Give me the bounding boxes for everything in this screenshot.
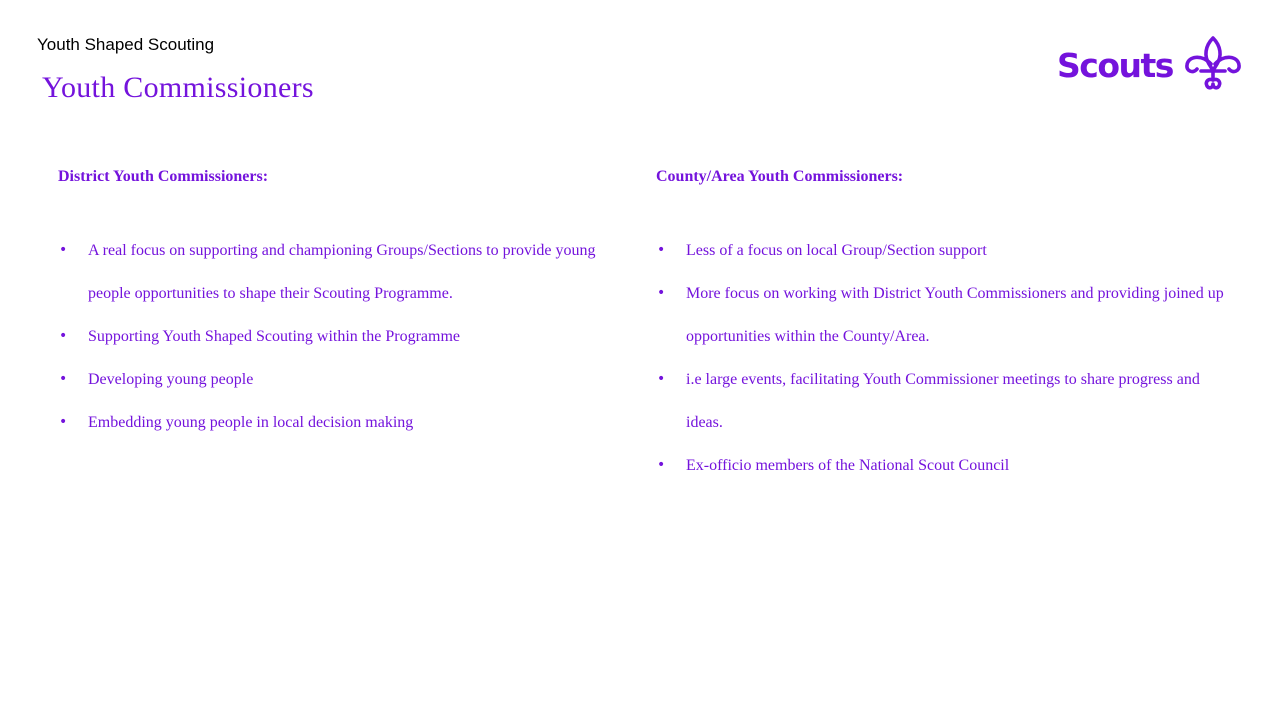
district-column	[58, 166, 618, 444]
county-column	[656, 166, 1236, 487]
bullet-icon: •	[59, 414, 68, 430]
list-item: • More focus on working with District Youth Commissioners and providing joined up opportunities within the County/Area.	[656, 272, 1236, 358]
bullet-icon: •	[59, 371, 68, 387]
bullet-icon: •	[657, 285, 666, 301]
bullet-icon: •	[657, 242, 666, 258]
scouts-logo	[1055, 34, 1245, 94]
list-item: • Supporting Youth Shaped Scouting within the Programme	[58, 315, 618, 358]
bullet-icon: •	[657, 371, 666, 387]
bullet-icon: •	[59, 328, 68, 344]
page-title: Youth Commissioners	[42, 71, 314, 104]
district-list	[58, 229, 618, 444]
logo-wordmark: Scouts	[1057, 46, 1173, 85]
list-item: • Embedding young people in local decision making	[58, 401, 618, 444]
list-item: • A real focus on supporting and championing Groups/Sections to provide young people opportunities to shape their Scouting Programme.	[58, 229, 618, 315]
list-item: • Developing young people	[58, 358, 618, 401]
district-heading: District Youth Commissioners:	[58, 168, 269, 185]
bullet-icon: •	[59, 242, 68, 258]
county-list	[656, 229, 1236, 487]
list-item: • i.e large events, facilitating Youth Commissioner meetings to share progress and ideas.	[656, 358, 1236, 444]
bullet-icon: •	[657, 457, 666, 473]
county-heading: County/Area Youth Commissioners:	[656, 168, 904, 185]
list-item: • Less of a focus on local Group/Section support	[656, 229, 1236, 272]
section-kicker: Youth Shaped Scouting	[37, 35, 215, 54]
fleur-de-lis-icon	[1182, 34, 1244, 94]
list-item: • Ex-officio members of the National Scout Council	[656, 444, 1236, 487]
